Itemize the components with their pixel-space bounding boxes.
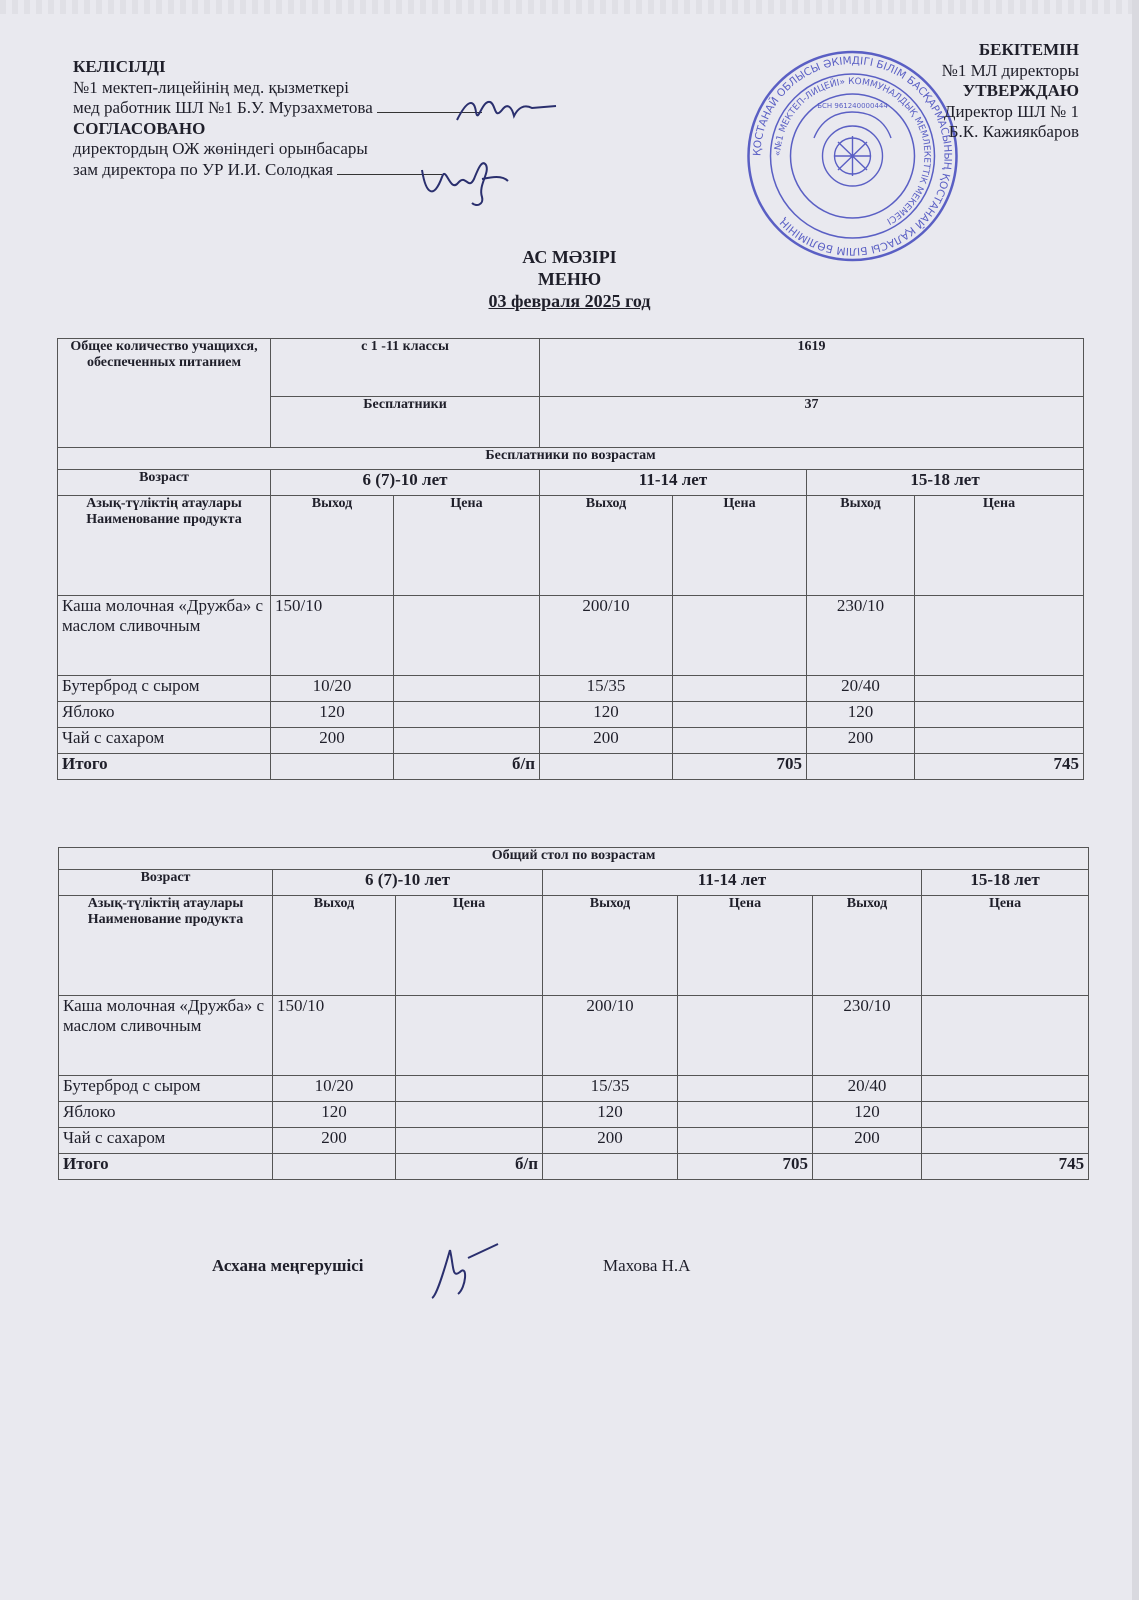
total-value: [271, 754, 394, 780]
out-header: Выход: [540, 496, 673, 596]
out-value: 200/10: [540, 596, 673, 676]
price-value: [673, 676, 807, 702]
table-row: [59, 996, 1089, 1076]
signature-solodkaya: [412, 155, 512, 210]
price-value: [922, 996, 1089, 1076]
out-header: Выход: [813, 896, 922, 996]
price-value: [922, 1102, 1089, 1128]
product-name: Каша молочная «Дружба» с маслом сливочным: [59, 996, 273, 1076]
out-value: 200: [273, 1128, 396, 1154]
deputy-ru: зам директора по УР И.И. Солодкая: [73, 159, 334, 179]
total-value: 705: [678, 1154, 813, 1180]
footer-role: Асхана меңгерушісі: [212, 1256, 364, 1275]
table-caption: Общий стол по возрастам: [59, 848, 1089, 870]
product-name: Бутерброд с сыром: [58, 676, 271, 702]
price-value: [673, 702, 807, 728]
total-value: [543, 1154, 678, 1180]
product-name: Бутерброд с сыром: [59, 1076, 273, 1102]
out-value: 20/40: [807, 676, 915, 702]
product-header: Азық-түліктің атаулары Наименование продукта: [58, 496, 271, 596]
out-value: 120: [807, 702, 915, 728]
price-value: [678, 1102, 813, 1128]
price-header: Цена: [396, 896, 543, 996]
column-header-row: [58, 496, 1084, 596]
product-name: Чай с сахаром: [59, 1128, 273, 1154]
table-caption-row: [58, 448, 1084, 470]
total-label: Итого: [59, 1154, 273, 1180]
age-row: [59, 870, 1089, 896]
summary-label: Общее количество учащихся, обеспеченных питанием: [58, 339, 271, 448]
age-group: 6 (7)-10 лет: [273, 870, 543, 896]
price-header: Цена: [673, 496, 807, 596]
deputy-kz: директордың ОЖ жөніндегі орынбасары: [73, 139, 368, 158]
price-header: Цена: [678, 896, 813, 996]
out-header: Выход: [807, 496, 915, 596]
summary-free-value: 37: [540, 396, 1084, 447]
out-value: 10/20: [271, 676, 394, 702]
table-row: [58, 702, 1084, 728]
out-value: 20/40: [813, 1076, 922, 1102]
med-worker-ru: мед работник ШЛ №1 Б.У. Мурзахметова: [73, 98, 373, 117]
out-value: 200/10: [543, 996, 678, 1076]
price-value: [394, 702, 540, 728]
out-value: 10/20: [273, 1076, 396, 1102]
out-value: 120: [271, 702, 394, 728]
total-value: б/п: [396, 1154, 543, 1180]
price-value: [915, 676, 1084, 702]
total-row: [59, 1154, 1089, 1180]
price-value: [678, 996, 813, 1076]
table-caption-row: [59, 848, 1089, 870]
total-value: б/п: [394, 754, 540, 780]
med-worker-line: [73, 98, 482, 119]
menu-title: [0, 246, 1139, 312]
approval-block: [942, 40, 1079, 143]
med-worker-kz: №1 мектеп-лицейінің мед. қызметкері: [73, 77, 349, 97]
general-table: [58, 847, 1089, 1180]
table-row: [58, 728, 1084, 754]
total-value: 705: [673, 754, 807, 780]
table-row: [59, 1102, 1089, 1128]
agreed-kz: КЕЛІСІЛДІ: [73, 57, 166, 76]
agreed-ru: СОГЛАСОВАНО: [73, 118, 206, 138]
approve-kz: БЕКІТЕМІН: [978, 40, 1079, 59]
product-name: Каша молочная «Дружба» с маслом сливочным: [58, 596, 271, 676]
stamp-inner-text: «№1 МЕКТЕП-ЛИЦЕЙІ» КОММУНАЛДЫҚ МЕМЛЕКЕТТІК МЕКЕМЕСІ: [773, 76, 932, 226]
total-value: [813, 1154, 922, 1180]
age-group: 11-14 лет: [540, 470, 807, 496]
out-value: 120: [540, 702, 673, 728]
out-header: Выход: [273, 896, 396, 996]
price-value: [396, 1128, 543, 1154]
total-value: [273, 1154, 396, 1180]
out-value: 200: [271, 728, 394, 754]
price-header: Цена: [922, 896, 1089, 996]
age-row: [58, 470, 1084, 496]
signature-makhova: [428, 1238, 508, 1303]
price-value: [915, 596, 1084, 676]
out-header: Выход: [543, 896, 678, 996]
approve-ru: УТВЕРЖДАЮ: [962, 81, 1079, 100]
table-row: [58, 676, 1084, 702]
official-stamp: [742, 48, 963, 264]
price-value: [673, 728, 807, 754]
summary-classes-value: 1619: [540, 339, 1084, 397]
product-name: Яблоко: [59, 1102, 273, 1128]
summary-free-label: Бесплатники: [271, 396, 540, 447]
total-value: [540, 754, 673, 780]
summary-row: [58, 339, 1084, 397]
total-value: [807, 754, 915, 780]
table-row: [59, 1076, 1089, 1102]
age-group: 11-14 лет: [543, 870, 922, 896]
price-value: [922, 1076, 1089, 1102]
price-value: [396, 1102, 543, 1128]
product-name: Чай с сахаром: [58, 728, 271, 754]
total-row: [58, 754, 1084, 780]
product-header: Азық-түліктің атаулары Наименование продукта: [59, 896, 273, 996]
price-value: [394, 596, 540, 676]
emblem-icon: [814, 112, 891, 186]
out-value: 150/10: [273, 996, 396, 1076]
out-value: 200: [540, 728, 673, 754]
out-value: 230/10: [813, 996, 922, 1076]
price-value: [678, 1076, 813, 1102]
total-label: Итого: [58, 754, 271, 780]
out-value: 15/35: [543, 1076, 678, 1102]
director-ru: Директор ШЛ № 1: [943, 101, 1079, 121]
menu-date: 03 февраля 2025 год: [488, 291, 651, 311]
age-group: 15-18 лет: [922, 870, 1089, 896]
total-value: 745: [915, 754, 1084, 780]
price-header: Цена: [915, 496, 1084, 596]
price-value: [396, 996, 543, 1076]
title-ru: МЕНЮ: [537, 269, 602, 289]
out-value: 120: [543, 1102, 678, 1128]
price-value: [396, 1076, 543, 1102]
title-kz: АС МӘЗІРІ: [522, 247, 617, 267]
free-meals-table: [57, 338, 1084, 780]
out-value: 120: [813, 1102, 922, 1128]
age-label: Возраст: [59, 870, 273, 896]
table-row: [59, 1128, 1089, 1154]
stamp-outer-text: ҚОСТАНАЙ ОБЛЫСЫ ӘКІМДІГІ БІЛІМ БАСҚАРМАСЫНЫҢ ҚОСТАНАЙ ҚАЛАСЫ БІЛІМ БӨЛІМІНІҢ: [751, 54, 954, 258]
table-caption: Бесплатники по возрастам: [58, 448, 1084, 470]
price-value: [915, 702, 1084, 728]
age-group: 6 (7)-10 лет: [271, 470, 540, 496]
price-value: [394, 728, 540, 754]
signature-murzakhmetova: [452, 90, 562, 130]
price-value: [678, 1128, 813, 1154]
out-value: 15/35: [540, 676, 673, 702]
price-value: [673, 596, 807, 676]
price-value: [922, 1128, 1089, 1154]
director-kz: №1 МЛ директоры: [941, 60, 1079, 80]
out-value: 200: [813, 1128, 922, 1154]
out-value: 120: [273, 1102, 396, 1128]
age-group: 15-18 лет: [807, 470, 1084, 496]
price-value: [915, 728, 1084, 754]
director-name: Б.К. Кажиякбаров: [948, 122, 1079, 141]
price-header: Цена: [394, 496, 540, 596]
footer-name: Махова Н.А: [603, 1256, 691, 1275]
out-value: 200: [543, 1128, 678, 1154]
out-header: Выход: [271, 496, 394, 596]
total-value: 745: [922, 1154, 1089, 1180]
out-value: 200: [807, 728, 915, 754]
stamp-bin: БСН 961240000444: [817, 102, 888, 110]
out-value: 150/10: [271, 596, 394, 676]
price-value: [394, 676, 540, 702]
table-row: [58, 596, 1084, 676]
age-label: Возраст: [58, 470, 271, 496]
out-value: 230/10: [807, 596, 915, 676]
column-header-row: [59, 896, 1089, 996]
summary-classes-label: с 1 -11 классы: [271, 339, 540, 397]
product-name: Яблоко: [58, 702, 271, 728]
